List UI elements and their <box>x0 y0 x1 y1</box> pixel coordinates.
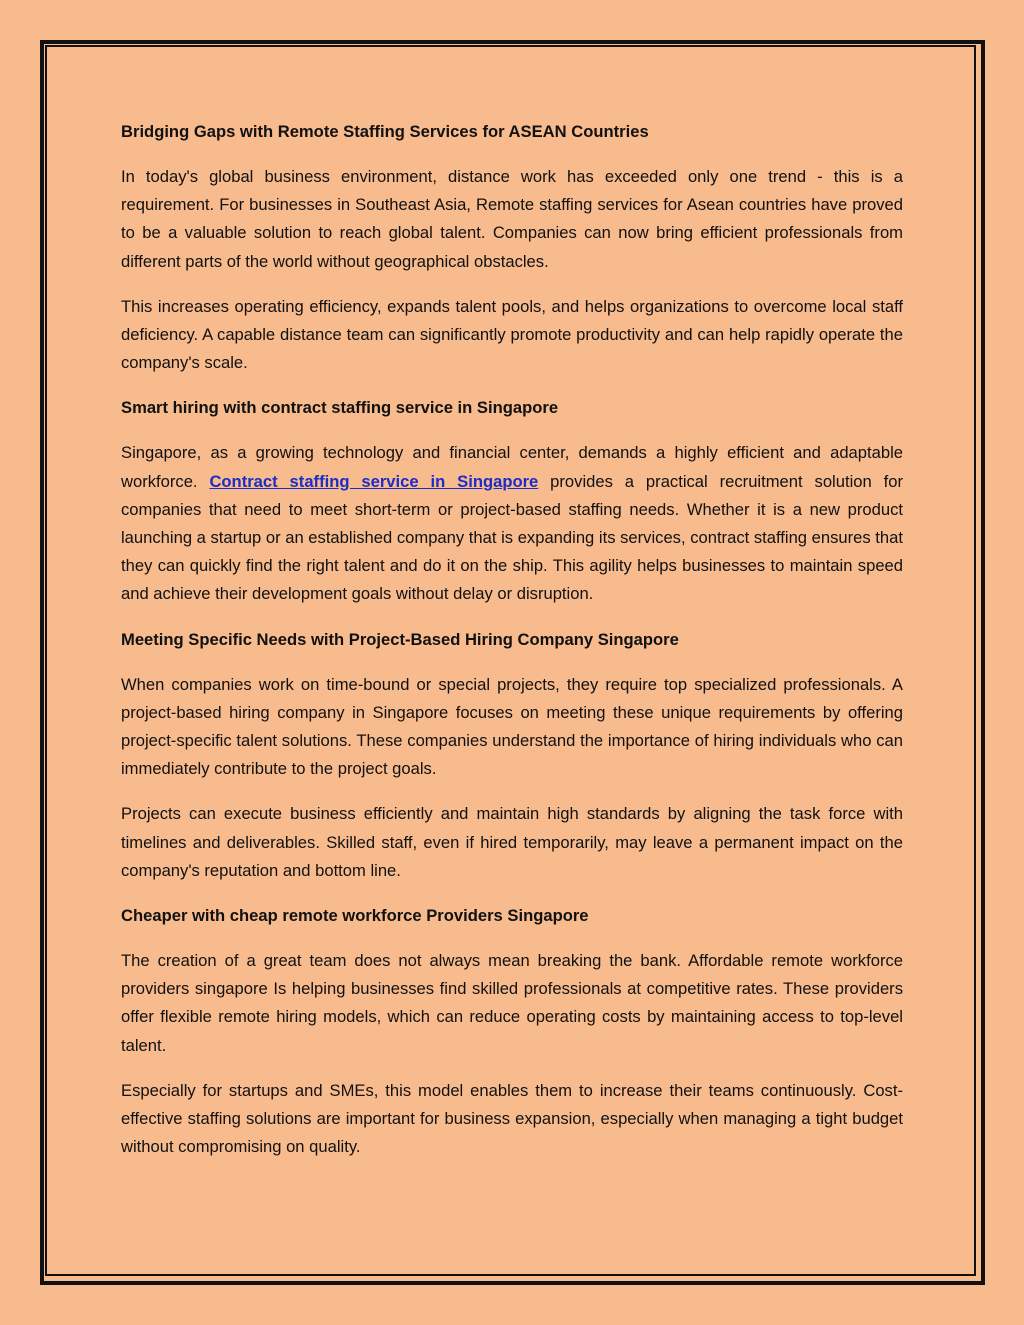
contract-staffing-link[interactable]: Contract staffing service in Singapore <box>209 471 539 491</box>
paragraph-project-hiring-intro: When companies work on time-bound or special projects, they require top specialized professionals. A project-based hiring company in Singapore focuses on meeting these unique requirements by offering project-specific talent solutions. These companies understand the importance of hiring individuals who can immediately contribute to the project goals. <box>121 674 903 779</box>
paragraph-text: Singapore, as a growing technology and financial center, demands a highly efficient and adaptable workforce. <box>121 443 903 491</box>
section-heading-remote-staffing: Bridging Gaps with Remote Staffing Services for ASEAN Countries <box>121 122 649 141</box>
section-heading-contract-staffing: Smart hiring with contract staffing service in Singapore <box>121 398 559 418</box>
paragraph-remote-staffing-intro: In today's global business environment, distance work has exceeded only one trend - this is a requirement. For businesses in Southeast Asia, Remote staffing services for Asean countries have proved to be a valuable solution to reach global talent. Companies can now bring efficient professionals from different parts of the world without geographical obstacles. <box>121 167 903 271</box>
paragraph-text: provides a practical recruitment solution for companies that need to meet short-term or project-based staffing needs. Whether it is a new product launching a startup or an established company that is expanding its services, contract staffing ensures that they can quickly find the right talent and do it on the ship. This agility helps businesses to maintain speed and achieve their development goals without delay or disruption. <box>121 471 903 604</box>
paragraph-contract-staffing <box>121 439 903 608</box>
section-heading-remote-workforce: Cheaper with cheap remote workforce Providers Singapore <box>121 906 589 926</box>
document-body <box>121 118 903 1178</box>
paragraph-remote-workforce-benefits: Especially for startups and SMEs, this model enables them to increase their teams continuously. Cost-effective staffing solutions are important for business expansion, especially when managing a tight budget without compromising on quality. <box>121 1080 903 1157</box>
paragraph-remote-staffing-benefits: This increases operating efficiency, expands talent pools, and helps organizations to overcome local staff deficiency. A capable distance team can significantly promote productivity and can help rapidly operate the company's scale. <box>121 296 903 373</box>
section-heading-project-hiring: Meeting Specific Needs with Project-Based Hiring Company Singapore <box>121 629 679 649</box>
paragraph-remote-workforce-intro: The creation of a great team does not always mean breaking the bank. Affordable remote workforce providers singapore Is helping businesses find skilled professionals at competitive rates. These providers offer flexible remote hiring models, which can reduce operating costs by maintaining access to top-level talent. <box>121 951 903 1055</box>
paragraph-project-hiring-benefits: Projects can execute business efficiently and maintain high standards by aligning the task force with timelines and deliverables. Skilled staff, even if hired temporarily, may leave a permanent impact on the company's reputation and bottom line. <box>121 804 903 880</box>
